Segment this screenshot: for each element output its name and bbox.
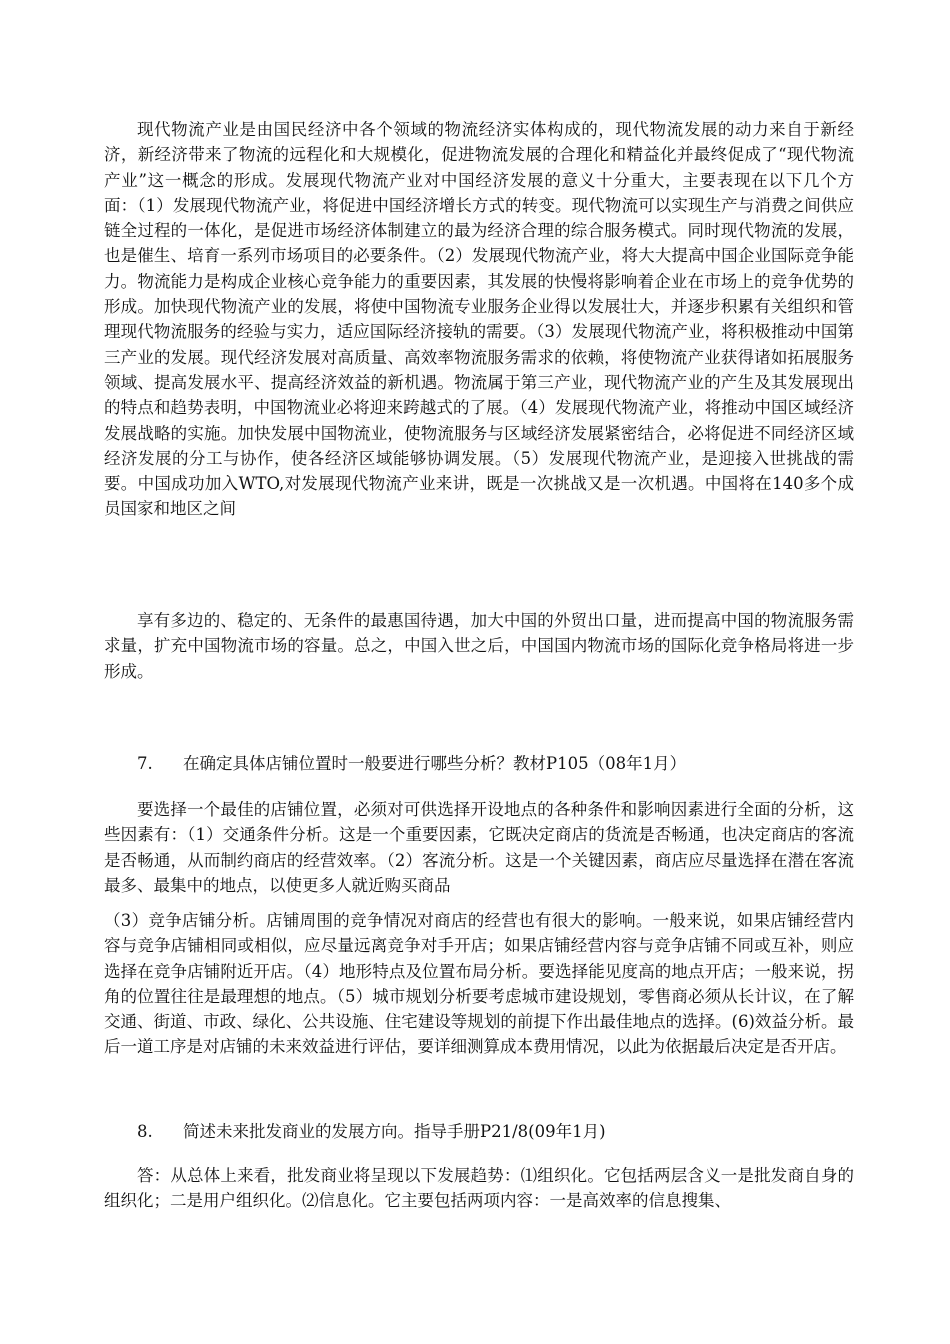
question-8-number: 8. bbox=[137, 1122, 153, 1141]
paragraph-store-location: 要选择一个最佳的店铺位置，必须对可供选择开设地点的各种条件和影响因素进行全面的分析，这些因素有：（1）交通条件分析。这是一个重要因素，它既决定商店的货流是否畅通，也决定商店的客流是否畅通，从而制约商店的经营效率。（2）客流分析。这是一个关键因素，商店应尽量选择在潜在客流最多、最集中的地点，以使更多人就近购买商品 bbox=[104, 800, 854, 895]
question-7-number: 7. bbox=[137, 754, 153, 773]
paragraph-logistics-industry: 现代物流产业是由国民经济中各个领域的物流经济实体构成的，现代物流发展的动力来自于新经济，新经济带来了物流的远程化和大规模化，促进物流发展的合理化和精益化并最终促成了“现代物流产业”这一概念的形成。发展现代物流产业对中国经济发展的意义十分重大，主要表现在以下几个方面：（1）发展现代物流产业，将促进中国经济增长方式的转变。现代物流可以实现生产与消费之间供应链全过程的一体化，是促进市场经济体制建立的最为经济合理的综合服务模式。同时现代物流的发展，也是催生、培育一系列市场项目的必要条件。（2）发展现代物流产业，将大大提高中国企业国际竞争能力。物流能力是构成企业核心竞争能力的重要因素，其发展的快慢将影响着企业在市场上的竞争优势的形成。加快现代物流产业的发展，将使中国物流专业服务企业得以发展壮大，并逐步积累有关组织和管理现代物流服务的经验与实力，适应国际经济接轨的需要。（3）发展现代物流产业，将积极推动中国第三产业的发展。现代经济发展对高质量、高效率物流服务需求的依赖，将使物流产业获得诸如拓展服务领域、提高发展水平、提高经济效益的新机遇。物流属于第三产业，现代物流产业的产生及其发展现出的特点和趋势表明，中国物流业必将迎来跨越式的了展。（4）发展现代物流产业，将推动中国区域经济发展战略的实施。加快发展中国物流业，使物流服务与区域经济发展紧密结合，必将促进不同经济区域经济发展的分工与协作，使各经济区域能够协调发展。（5）发展现代物流产业，是迎接入世挑战的需要。中国成功加入WTO,对发展现代物流产业来讲，既是一次挑战又是一次机遇。中国将在140多个成员国家和地区之间 bbox=[104, 120, 854, 519]
question-7 bbox=[137, 751, 857, 776]
paragraph-logistics-continued: 享有多边的、稳定的、无条件的最惠国待遇，加大中国的外贸出口量，进而提高中国的物流服务需求量，扩充中国物流市场的容量。总之，中国入世之后，中国国内物流市场的国际化竞争格局将进一步形成。 bbox=[104, 611, 854, 681]
question-7-text: 在确定具体店铺位置时一般要进行哪些分析？教材P105（08年1月） bbox=[183, 754, 687, 773]
question-8 bbox=[137, 1119, 857, 1144]
question-8-text: 简述未来批发商业的发展方向。指导手册P21/8(09年1月) bbox=[183, 1122, 606, 1141]
paragraph-store-location-continued: （3）竞争店铺分析。店铺周围的竞争情况对商店的经营也有很大的影响。一般来说，如果店铺经营内容与竞争店铺相同或相似，应尽量远离竞争对手开店；如果店铺经营内容与竞争店铺不同或互补，则应选择在竞争店铺附近开店。（4）地形特点及位置布局分析。要选择能见度高的地点开店；一般来说，拐角的位置往往是最理想的地点。（5）城市规划分析要考虑城市建设规划，零售商必须从长计议，在了解交通、街道、市政、绿化、公共设施、住宅建设等规划的前提下作出最佳地点的选择。(6)效益分析。最后一道工序是对店铺的未来效益进行评估，要详细测算成本费用情况，以此为依据最后决定是否开店。 bbox=[104, 911, 854, 1057]
paragraph-wholesale-answer: 答：从总体上来看，批发商业将呈现以下发展趋势：⑴组织化。它包括两层含义一是批发商自身的组织化；二是用户组织化。⑵信息化。它主要包括两项内容：一是高效率的信息搜集、 bbox=[104, 1166, 854, 1211]
